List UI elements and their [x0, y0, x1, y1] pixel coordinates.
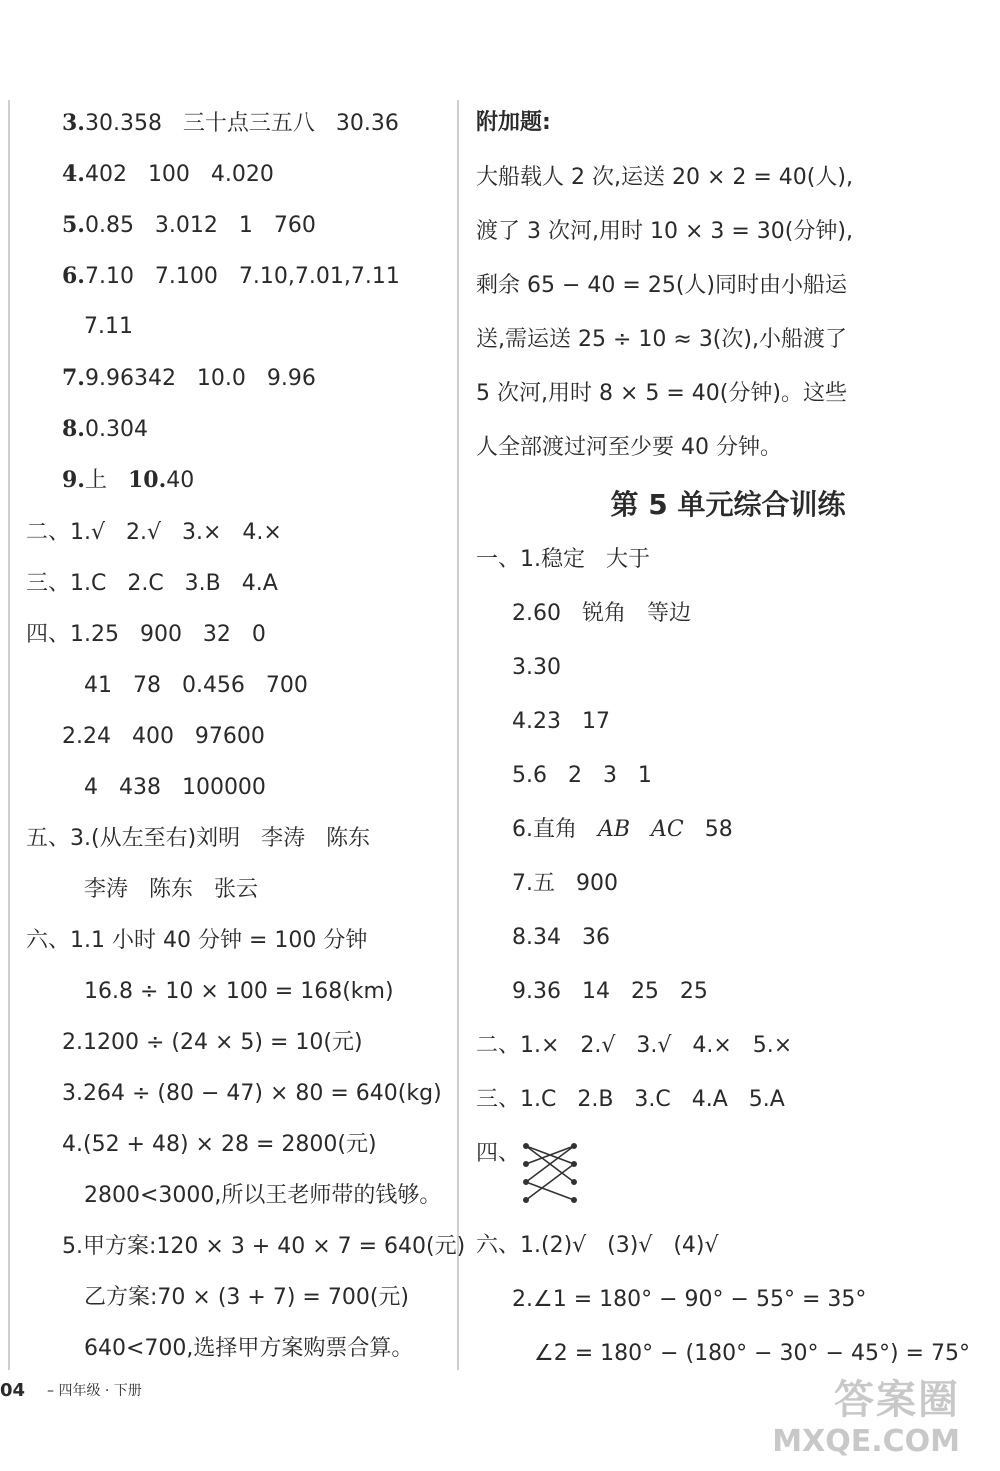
unit-line-8: 8.34 36	[512, 925, 610, 950]
left-line-3: 3.30.358 三十点三五八 30.36	[62, 110, 399, 136]
left-section-5b: 李涛 陈东 张云	[84, 877, 258, 902]
left-line-9: 9.上 10.40	[62, 467, 195, 493]
left-margin-rule	[8, 100, 10, 1370]
unit-section-4: 四、	[476, 1141, 521, 1166]
left-section-6-5: 5.甲方案:120 × 3 + 40 × 7 = 640(元)	[62, 1234, 466, 1259]
left-section-6b: 16.8 ÷ 10 × 100 = 168(km)	[84, 979, 394, 1004]
unit-section-2: 二、1.× 2.√ 3.√ 4.× 5.×	[476, 1033, 793, 1058]
unit-line-3: 3.30	[512, 655, 561, 680]
left-section-6-3: 3.264 ÷ (80 − 47) × 80 = 640(kg)	[62, 1081, 442, 1106]
left-section-6-5c: 640<700,选择甲方案购票合算。	[84, 1336, 414, 1361]
watermark-logo: 答案圈	[834, 1377, 960, 1423]
unit-line-9: 9.36 14 25 25	[512, 979, 708, 1004]
grade-label: – 四年级 · 下册	[47, 1383, 142, 1399]
unit-section-1: 一、1.稳定 大于	[476, 547, 650, 572]
left-section-6-4: 4.(52 + 48) × 28 = 2800(元)	[62, 1132, 377, 1157]
left-section-2: 二、1.√ 2.√ 3.× 4.×	[26, 520, 282, 545]
left-section-6: 六、1.1 小时 40 分钟 = 100 分钟	[26, 928, 368, 953]
bonus-line-3: 剩余 65 − 40 = 25(人)同时由小船运	[476, 273, 847, 298]
left-line-6b: 7.11	[84, 314, 133, 339]
page-number: 04	[0, 1380, 26, 1401]
left-line-6: 6.7.10 7.100 7.10,7.01,7.11	[62, 263, 400, 289]
left-section-6-2: 2.1200 ÷ (24 × 5) = 10(元)	[62, 1030, 363, 1055]
unit-line-6: 6.直角 AB AC 58	[512, 817, 733, 842]
left-section-5: 五、3.(从左至右)刘明 李涛 陈东	[26, 826, 371, 851]
unit-line-5: 5.6 2 3 1	[512, 763, 652, 788]
unit-line-4: 4.23 17	[512, 709, 610, 734]
unit-section-3: 三、1.C 2.B 3.C 4.A 5.A	[476, 1087, 785, 1112]
left-section-6-4b: 2800<3000,所以王老师带的钱够。	[84, 1183, 442, 1208]
bonus-line-4: 送,需运送 25 ÷ 10 ≈ 3(次),小船渡了	[476, 327, 847, 352]
unit-section-6: 六、1.(2)√ (3)√ (4)√	[476, 1233, 719, 1258]
watermark-url: MXQE.COM	[772, 1424, 960, 1459]
column-divider	[457, 100, 459, 1370]
left-section-4-2: 2.24 400 97600	[62, 724, 265, 749]
left-section-4-2b: 4 438 100000	[84, 775, 266, 800]
bonus-line-2: 渡了 3 次河,用时 10 × 3 = 30(分钟),	[476, 219, 853, 244]
bonus-heading: 附加题:	[476, 110, 551, 135]
bonus-line-5: 5 次河,用时 8 × 5 = 40(分钟)。这些	[476, 381, 847, 406]
unit-line-angle-2: ∠2 = 180° − (180° − 30° − 45°) = 75°	[534, 1341, 970, 1366]
left-line-4: 4.402 100 4.020	[62, 161, 274, 187]
unit-line-7: 7.五 900	[512, 871, 618, 896]
bonus-line-6: 人全部渡过河至少要 40 分钟。	[476, 435, 782, 460]
left-section-3: 三、1.C 2.C 3.B 4.A	[26, 571, 278, 596]
left-line-7: 7.9.96342 10.0 9.96	[62, 365, 316, 391]
left-line-5: 5.0.85 3.012 1 760	[62, 212, 316, 238]
matching-lines-diagram	[520, 1140, 580, 1204]
left-line-8: 8.0.304	[62, 416, 148, 442]
unit-line-2: 2.60 锐角 等边	[512, 601, 691, 626]
left-section-4b: 41 78 0.456 700	[84, 673, 308, 698]
unit-heading: 第 5 单元综合训练	[610, 488, 846, 521]
left-section-6-5b: 乙方案:70 × (3 + 7) = 700(元)	[84, 1285, 409, 1310]
bonus-line-1: 大船载人 2 次,运送 20 × 2 = 40(人),	[476, 165, 853, 190]
unit-line-angle-1: 2.∠1 = 180° − 90° − 55° = 35°	[512, 1287, 867, 1312]
left-section-4: 四、1.25 900 32 0	[26, 622, 266, 647]
